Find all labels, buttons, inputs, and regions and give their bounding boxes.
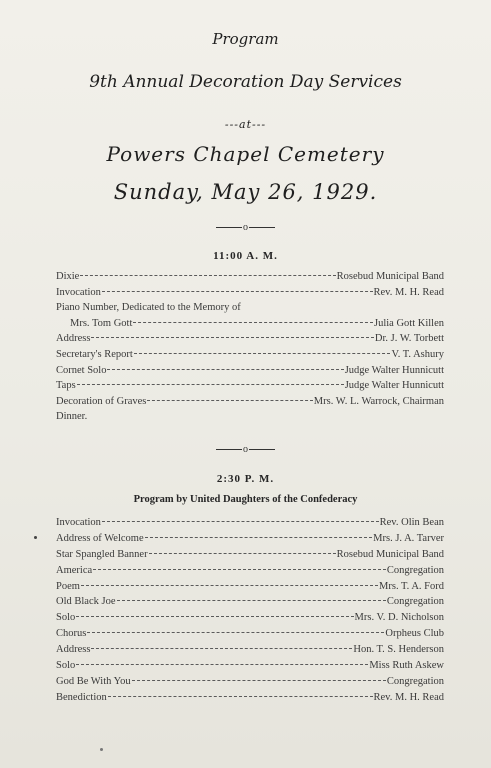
program-item: Poem bbox=[56, 580, 80, 592]
program-performer: Congregation bbox=[386, 675, 444, 687]
at-line: ---at--- bbox=[224, 118, 267, 131]
program-row bbox=[56, 517, 444, 533]
dotted-leader bbox=[133, 322, 373, 323]
dotted-leader bbox=[102, 521, 379, 522]
program-item: Invocation bbox=[56, 286, 101, 298]
program-row bbox=[56, 565, 444, 581]
dotted-leader bbox=[80, 275, 335, 276]
dotted-leader bbox=[134, 353, 391, 354]
program-performer: Hon. T. S. Henderson bbox=[353, 644, 444, 656]
dotted-leader bbox=[132, 680, 386, 681]
program-performer: Rosebud Municipal Band bbox=[336, 548, 444, 560]
program-row bbox=[56, 628, 444, 644]
program-item: Star Spangled Banner bbox=[56, 548, 148, 560]
program-item: Taps bbox=[56, 380, 76, 392]
program-item: Solo bbox=[56, 612, 76, 624]
program-row bbox=[56, 349, 444, 365]
dotted-leader bbox=[87, 632, 384, 633]
program-performer: Julia Gott Killen bbox=[374, 317, 444, 329]
program-row bbox=[56, 692, 444, 708]
program-performer: Mrs. T. A. Ford bbox=[379, 580, 444, 592]
program-item: America bbox=[56, 564, 93, 576]
program-row bbox=[56, 333, 444, 349]
program-row bbox=[56, 365, 444, 381]
program-row bbox=[56, 380, 444, 396]
program-performer: Judge Walter Hunnicutt bbox=[344, 380, 444, 392]
program-row bbox=[56, 581, 444, 597]
program-item: Address of Welcome bbox=[56, 532, 144, 544]
program-item: Dinner. bbox=[56, 411, 88, 423]
program-item: Address bbox=[56, 333, 91, 345]
program-performer: Congregation bbox=[386, 596, 444, 608]
date-title: Sunday, May 26, 1929. bbox=[113, 180, 378, 204]
program-row bbox=[56, 318, 444, 334]
program-row bbox=[56, 612, 444, 628]
morning-time: 11:00 A. M. bbox=[213, 250, 278, 262]
program-row bbox=[56, 411, 444, 427]
program-item: Chorus bbox=[56, 628, 87, 640]
program-performer: Miss Ruth Askew bbox=[369, 660, 444, 672]
program-performer: Mrs. V. D. Nicholson bbox=[354, 612, 444, 624]
event-title: 9th Annual Decoration Day Services bbox=[89, 72, 402, 92]
program-performer: Rev. Olin Bean bbox=[379, 517, 444, 528]
dotted-leader bbox=[91, 337, 374, 338]
dotted-leader bbox=[81, 585, 378, 586]
program-row bbox=[56, 302, 444, 318]
program-row bbox=[56, 396, 444, 412]
dotted-leader bbox=[77, 384, 344, 385]
program-row bbox=[56, 644, 444, 660]
program-item: Benediction bbox=[56, 691, 107, 703]
dotted-leader bbox=[102, 291, 373, 292]
section-divider bbox=[0, 222, 491, 233]
program-performer: Dr. J. W. Torbett bbox=[374, 333, 444, 345]
program-item: Dixie bbox=[56, 271, 80, 282]
dotted-leader bbox=[91, 648, 352, 649]
section-divider bbox=[0, 444, 491, 455]
ink-speck bbox=[100, 748, 103, 751]
dotted-leader bbox=[117, 600, 386, 601]
program-item: God Be With You bbox=[56, 675, 131, 687]
program-row bbox=[56, 287, 444, 303]
dotted-leader bbox=[145, 537, 373, 538]
program-row bbox=[56, 596, 444, 612]
ink-speck bbox=[34, 536, 37, 539]
dotted-leader bbox=[76, 616, 353, 617]
dotted-leader bbox=[93, 569, 386, 570]
program-performer: Rev. M. H. Read bbox=[373, 286, 444, 298]
program-performer: Congregation bbox=[386, 564, 444, 576]
program-item: Piano Number, Dedicated to the Memory of bbox=[56, 302, 241, 314]
program-item: Cornet Solo bbox=[56, 364, 107, 376]
program-performer: Judge Walter Hunnicutt bbox=[344, 364, 444, 376]
program-item: Solo bbox=[56, 660, 76, 672]
program-row bbox=[56, 271, 444, 287]
program-item: Mrs. Tom Gott bbox=[70, 317, 133, 329]
program-performer: Rosebud Municipal Band bbox=[336, 271, 444, 282]
program-item: Address bbox=[56, 644, 91, 656]
afternoon-program-list bbox=[56, 517, 444, 708]
program-performer: Mrs. W. L. Warrock, Chairman bbox=[313, 395, 444, 407]
program-row bbox=[56, 660, 444, 676]
dotted-leader bbox=[76, 664, 368, 665]
morning-program-list bbox=[56, 271, 444, 427]
dotted-leader bbox=[107, 369, 343, 370]
program-performer: Rev. M. H. Read bbox=[373, 691, 444, 703]
program-row bbox=[56, 549, 444, 565]
program-item: Decoration of Graves bbox=[56, 395, 147, 407]
program-performer: Mrs. J. A. Tarver bbox=[373, 532, 444, 544]
program-row bbox=[56, 533, 444, 549]
dotted-leader bbox=[147, 400, 312, 401]
program-heading: Program bbox=[212, 30, 279, 48]
afternoon-time: 2:30 P. M. bbox=[216, 473, 275, 485]
divider-glyph: o bbox=[243, 444, 248, 456]
place-title: Powers Chapel Cemetery bbox=[106, 142, 385, 166]
program-performer: Orpheus Club bbox=[385, 628, 444, 640]
program-performer: V. T. Ashury bbox=[391, 348, 444, 360]
dotted-leader bbox=[108, 696, 373, 697]
dotted-leader bbox=[149, 553, 336, 554]
program-item: Secretary's Report bbox=[56, 348, 133, 360]
divider-glyph: o bbox=[243, 222, 248, 234]
program-item: Old Black Joe bbox=[56, 596, 116, 608]
program-item: Invocation bbox=[56, 517, 101, 528]
program-row bbox=[56, 676, 444, 692]
afternoon-subheading: Program by United Daughters of the Confederacy bbox=[133, 494, 358, 505]
